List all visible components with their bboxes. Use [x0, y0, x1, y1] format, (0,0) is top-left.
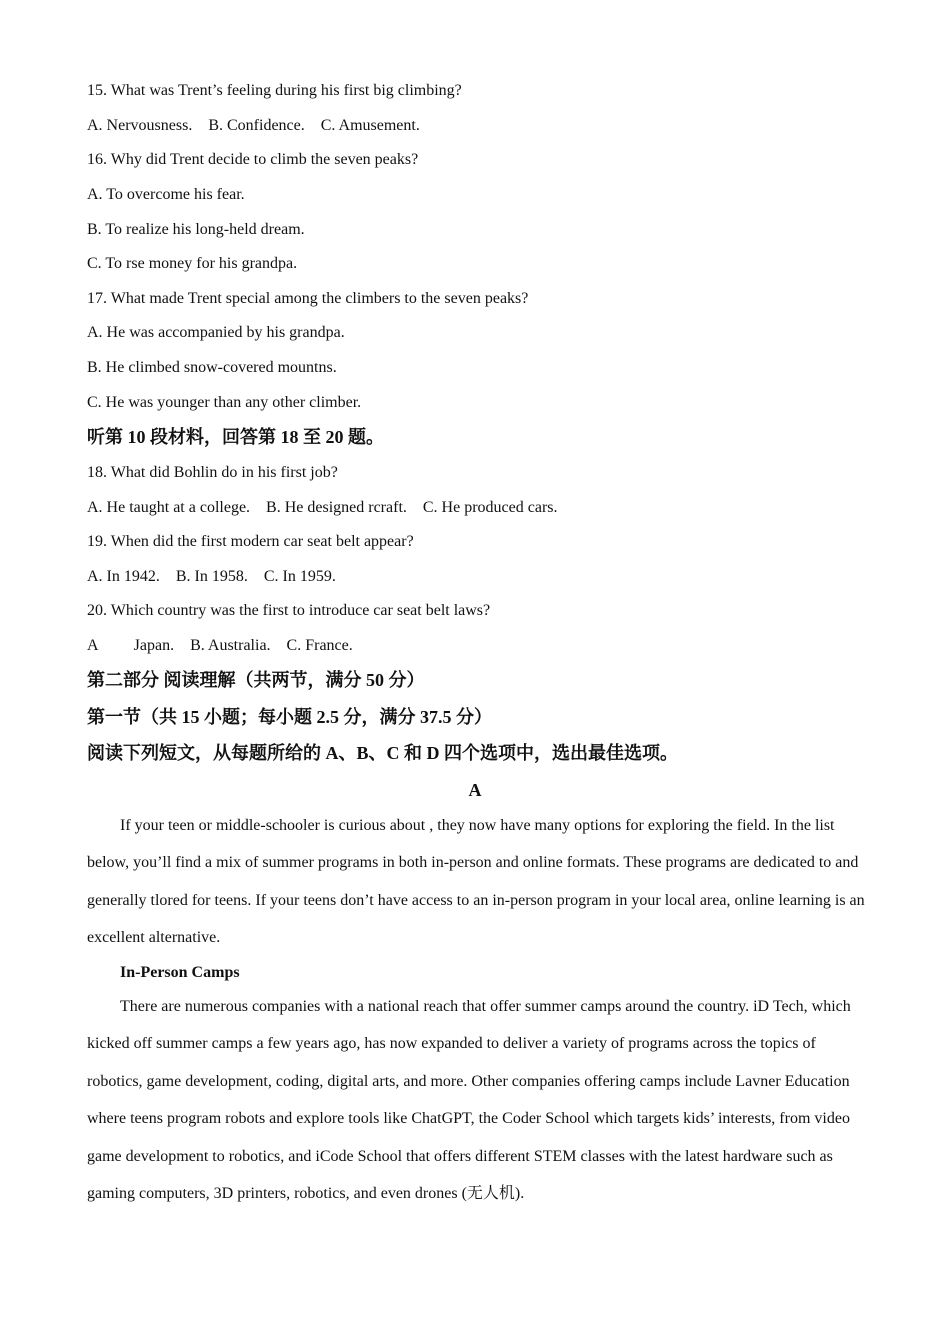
question-15-options: A. Nervousness. B. Confidence. C. Amusement.: [87, 117, 420, 134]
passage-title: A: [468, 780, 482, 800]
question-16-option-a: A. To overcome his fear.: [87, 186, 245, 203]
reading-instructions: 阅读下列短文，从每题所给的 A、B、C 和 D 四个选项中，选出最佳选项。: [87, 743, 678, 763]
question-20-options: A Japan. B. Australia. C. France.: [87, 637, 353, 654]
listening-section-heading: 听第 10 段材料，回答第 18 至 20 题。: [87, 427, 384, 447]
question-15: 15. What was Trent’s feeling during his first big climbing?: [87, 82, 462, 99]
part-two-heading: 第二部分 阅读理解（共两节，满分 50 分）: [87, 670, 425, 690]
question-19: 19. When did the first modern car seat belt appear?: [87, 533, 414, 550]
passage-paragraph-1: If your teen or middle-schooler is curious about , they now have many options for exploring the field. In the list below, you’ll find a mix of summer programs in both in-person and online formats. These programs are dedicated to and generally tlored for teens. If your teens don’t have access to an in-person program in your local area, online learning is an excellent alternative.: [87, 817, 865, 947]
passage-paragraph-2: There are numerous companies with a national reach that offer summer camps around the country. iD Tech, which kicked off summer camps a few years ago, has now expanded to deliver a variety of programs across the topics of robotics, game development, coding, digital arts, and more. Other companies offering camps include Lavner Education where teens program robots and explore tools like ChatGPT, the Coder School which targets kids’ interests, from video game development to robotics, and iCode School that offers different STEM classes with the latest hardware such as gaming computers, 3D printers, robotics, and even drones (无人机).: [87, 998, 851, 1203]
question-18-options: A. He taught at a college. B. He designed rcraft. C. He produced cars.: [87, 499, 558, 516]
question-16-option-c: C. To rse money for his grandpa.: [87, 255, 298, 272]
question-18: 18. What did Bohlin do in his first job?: [87, 464, 338, 481]
section-one-heading: 第一节（共 15 小题；每小题 2.5 分，满分 37.5 分）: [87, 707, 492, 727]
passage-subheading: In-Person Camps: [120, 964, 240, 981]
question-17-option-c: C. He was younger than any other climber.: [87, 394, 362, 411]
question-17-option-a: A. He was accompanied by his grandpa.: [87, 324, 345, 341]
question-17-option-b: B. He climbed snow-covered mountns.: [87, 359, 337, 376]
question-17: 17. What made Trent special among the climbers to the seven peaks?: [87, 290, 529, 307]
question-19-options: A. In 1942. B. In 1958. C. In 1959.: [87, 568, 336, 585]
question-16: 16. Why did Trent decide to climb the seven peaks?: [87, 151, 419, 168]
question-20: 20. Which country was the first to introduce car seat belt laws?: [87, 602, 491, 619]
question-16-option-b: B. To realize his long-held dream.: [87, 221, 305, 238]
